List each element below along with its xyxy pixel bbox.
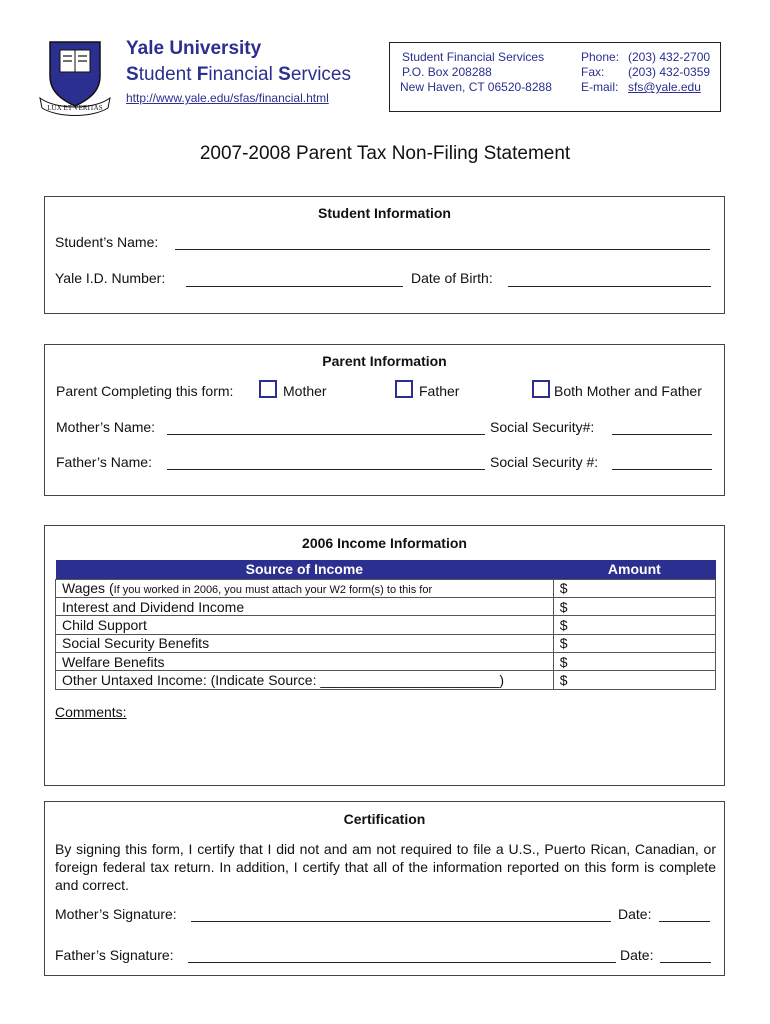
mother-ssn-field[interactable] <box>612 434 712 435</box>
table-row <box>56 616 716 634</box>
mother-date-field[interactable] <box>659 921 710 922</box>
contact-office: Student Financial Services <box>402 50 545 64</box>
mother-checkbox[interactable] <box>259 380 277 398</box>
student-info-heading: Student Information <box>318 205 451 221</box>
phone-number: (203) 432-2700 <box>628 50 711 64</box>
income-info-heading: 2006 Income Information <box>302 535 467 551</box>
income-table-header <box>56 560 716 579</box>
contact-city: New Haven, CT 06520-8288 <box>400 80 552 94</box>
email-label: E-mail: <box>581 80 619 94</box>
amount-cell-other[interactable]: $ <box>553 671 715 689</box>
mother-signature-field[interactable] <box>191 921 611 922</box>
income-table <box>55 560 716 690</box>
yale-id-field[interactable] <box>186 286 403 287</box>
mother-signature-label: Mother’s Signature: <box>55 906 177 922</box>
office-name-text: Student Financial Services <box>126 64 351 85</box>
certification-section <box>44 801 725 976</box>
yale-seal-logo <box>38 38 112 116</box>
father-name-field[interactable] <box>167 469 485 470</box>
father-signature-field[interactable] <box>188 962 616 963</box>
wages-label: Wages ( <box>62 580 114 597</box>
phone-label: Phone: <box>581 50 620 64</box>
dob-label: Date of Birth: <box>411 270 493 286</box>
father-signature-label: Father’s Signature: <box>55 947 174 963</box>
income-source-child-support: Child Support <box>56 616 554 634</box>
table-row <box>56 634 716 652</box>
income-info-section <box>44 525 725 786</box>
student-name-label: Student’s Name: <box>55 234 159 250</box>
parent-completing-label: Parent Completing this form: <box>56 383 234 399</box>
parent-info-heading: Parent Information <box>322 353 447 369</box>
mother-date-label: Date: <box>618 906 652 922</box>
table-row <box>56 579 716 597</box>
both-parents-option-label: Both Mother and Father <box>554 383 702 399</box>
father-name-label: Father’s Name: <box>56 454 152 470</box>
income-source-other: Other Untaxed Income: (Indicate Source: _______________________) <box>56 671 554 689</box>
father-option-label: Father <box>419 383 460 399</box>
fax-label: Fax: <box>581 65 605 79</box>
source-column-header: Source of Income <box>56 560 554 579</box>
income-source-wages <box>56 579 554 597</box>
yale-id-label: Yale I.D. Number: <box>55 270 166 286</box>
wages-note: If you worked in 2006, you must attach your W2 form(s) to this for <box>113 584 433 597</box>
amount-cell-interest[interactable]: $ <box>553 597 715 615</box>
amount-cell-social-security[interactable]: $ <box>553 634 715 652</box>
mother-ssn-label: Social Security#: <box>490 419 595 435</box>
parent-info-section <box>44 344 725 496</box>
amount-cell-welfare[interactable]: $ <box>553 653 715 671</box>
table-row <box>56 671 716 689</box>
table-row <box>56 653 716 671</box>
mother-name-field[interactable] <box>167 434 485 435</box>
mother-option-label: Mother <box>283 383 327 399</box>
svg-text:LUX ET VERITAS: LUX ET VERITAS <box>47 104 103 112</box>
email-link[interactable]: sfs@yale.edu <box>628 80 701 94</box>
mother-name-label: Mother’s Name: <box>56 419 156 435</box>
student-info-section <box>44 196 725 314</box>
income-source-welfare: Welfare Benefits <box>56 653 554 671</box>
income-source-social-security: Social Security Benefits <box>56 634 554 652</box>
income-source-interest: Interest and Dividend Income <box>56 597 554 615</box>
sfs-website-link[interactable]: http://www.yale.edu/sfas/financial.html <box>126 91 329 105</box>
certification-heading: Certification <box>343 811 426 827</box>
amount-cell-wages[interactable]: $ <box>553 579 715 597</box>
table-row <box>56 597 716 615</box>
father-checkbox[interactable] <box>395 380 413 398</box>
university-name: Yale University <box>126 38 262 59</box>
father-date-field[interactable] <box>660 962 711 963</box>
form-title: 2007-2008 Parent Tax Non-Filing Statement <box>199 143 571 164</box>
dob-field[interactable] <box>508 286 711 287</box>
certification-statement: By signing this form, I certify that I did not and am not required to file a U.S., Puerto Rican, Canadian, or foreign federal tax return. In addition, I certify that all of the information reported on this form is complete and correct. <box>55 841 716 893</box>
office-name <box>126 64 351 86</box>
fax-number: (203) 432-0359 <box>628 65 711 79</box>
comments-area[interactable] <box>55 724 716 780</box>
amount-cell-child-support[interactable]: $ <box>553 616 715 634</box>
both-parents-checkbox[interactable] <box>532 380 550 398</box>
contact-po-box: P.O. Box 208288 <box>402 65 492 79</box>
father-ssn-label: Social Security #: <box>490 454 599 470</box>
contact-box <box>389 42 721 112</box>
comments-label: Comments: <box>55 704 127 720</box>
father-ssn-field[interactable] <box>612 469 712 470</box>
student-name-field[interactable] <box>175 249 710 250</box>
father-date-label: Date: <box>620 947 654 963</box>
amount-column-header: Amount <box>553 560 715 579</box>
